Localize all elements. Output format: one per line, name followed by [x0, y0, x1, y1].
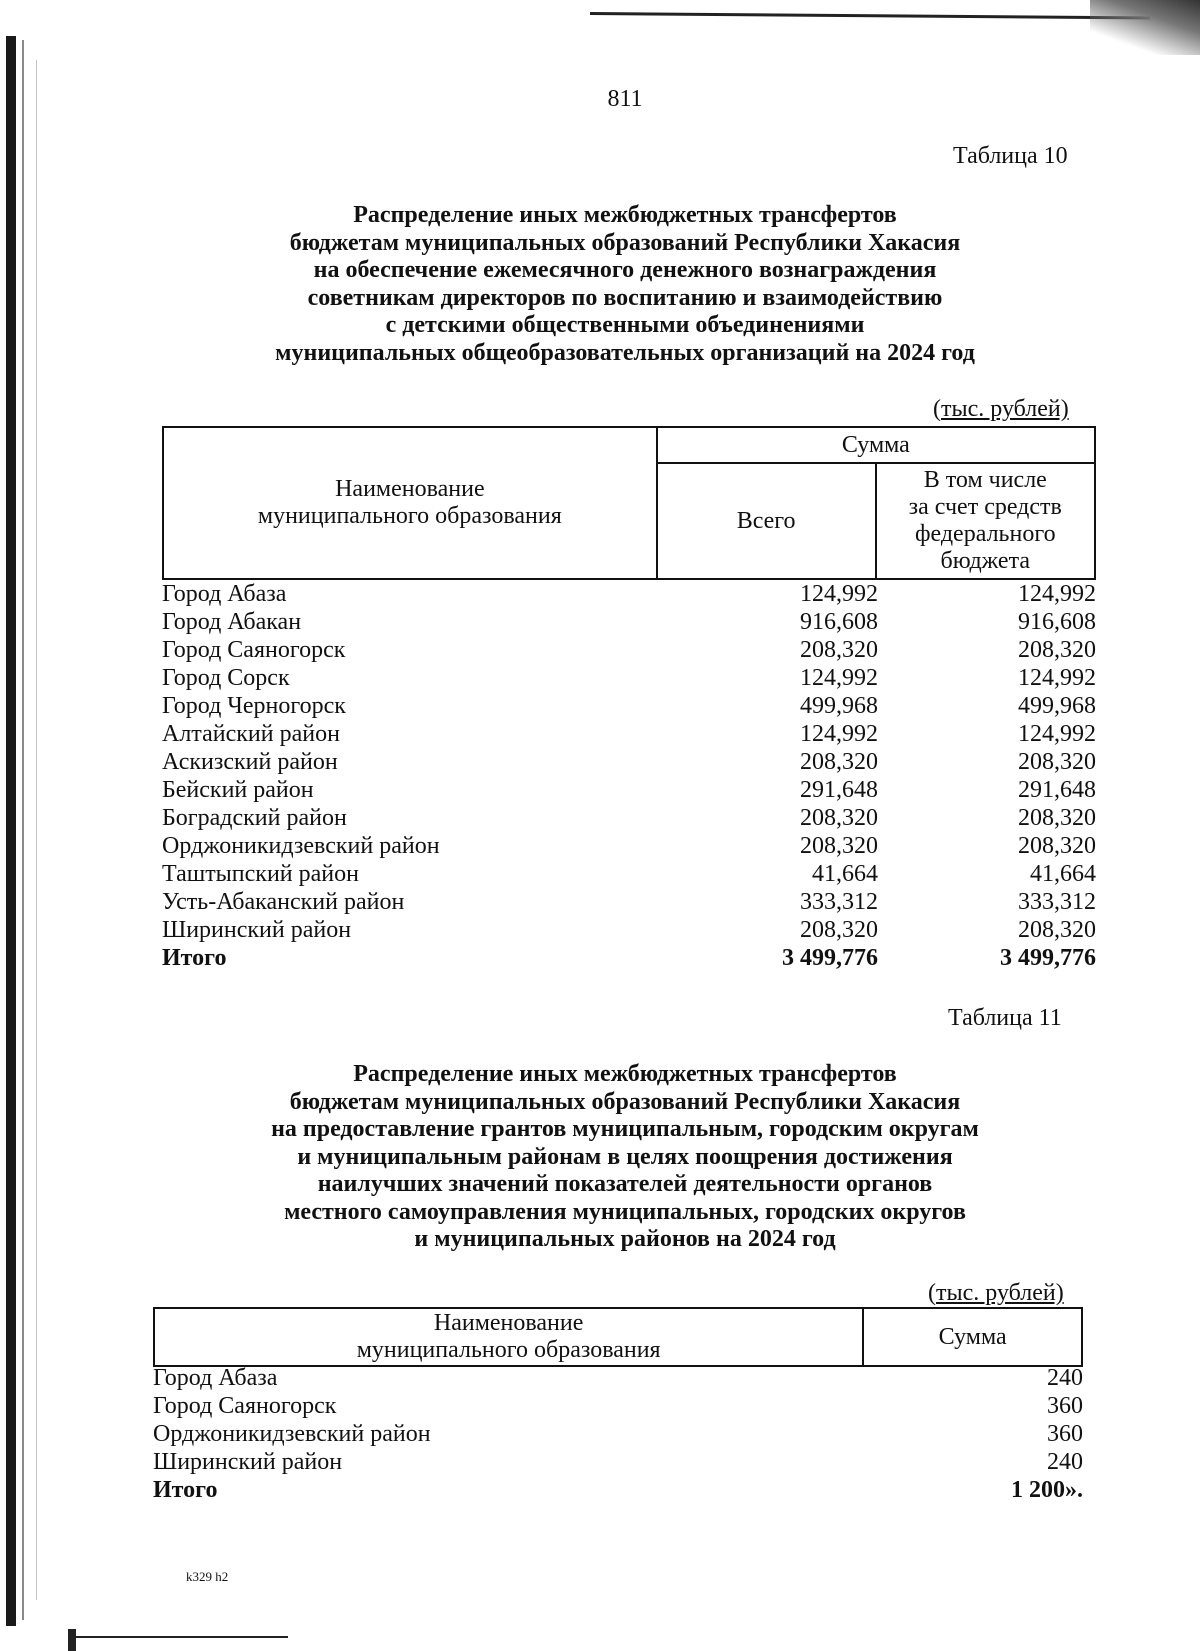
- header-name-line2: муниципального образования: [356, 1337, 661, 1363]
- table-row: [162, 720, 1096, 748]
- scan-edge-left-line: [22, 40, 24, 1620]
- row-federal: 41,664: [1030, 861, 1096, 887]
- table10-title-line: муниципальных общеобразовательных организаций на 2024 год: [275, 339, 975, 366]
- row-federal: 208,320: [1018, 833, 1096, 859]
- row-total: 916,608: [800, 609, 878, 635]
- table-row: [162, 860, 1096, 888]
- row-federal: 916,608: [1018, 609, 1096, 635]
- row-name: Город Абаза: [153, 1365, 278, 1391]
- total-value: 1 200».: [1011, 1477, 1083, 1503]
- row-total: 124,992: [800, 665, 878, 691]
- row-federal: 291,648: [1018, 777, 1096, 803]
- table-row: [162, 804, 1096, 832]
- table11-title: [150, 1061, 1100, 1254]
- table11-header-name: [154, 1308, 863, 1366]
- table11-title-line: и муниципальным районам в целях поощрения достижения: [297, 1143, 953, 1170]
- row-total: 208,320: [800, 749, 878, 775]
- row-federal: 124,992: [1018, 721, 1096, 747]
- row-name: Город Саяногорск: [153, 1393, 337, 1419]
- row-name: Город Абакан: [162, 609, 302, 635]
- header-federal-line: В том числе: [923, 467, 1047, 493]
- row-name: Боградский район: [162, 805, 347, 831]
- row-total: 41,664: [812, 861, 878, 887]
- scan-edge-bottom-mark: [68, 1629, 76, 1651]
- header-federal-line: федерального: [914, 521, 1056, 547]
- header-name-line1: Наименование: [433, 1310, 584, 1336]
- table-row: [153, 1448, 1083, 1476]
- table10-header-federal: [876, 463, 1095, 579]
- row-name: Ширинский район: [153, 1449, 343, 1475]
- scan-edge-bottom: [68, 1636, 288, 1638]
- page-number: 811: [607, 86, 643, 112]
- table11-title-line: бюджетам муниципальных образований Республики Хакасия: [289, 1088, 961, 1115]
- header-federal-line: бюджета: [940, 548, 1031, 574]
- units-open-paren: (: [928, 1280, 936, 1306]
- table11-caption: Таблица 11: [948, 1005, 1062, 1031]
- table10-header-name: [163, 427, 657, 579]
- table-row: [162, 916, 1096, 944]
- units-text: тыс. рублей): [936, 1280, 1064, 1306]
- row-name: Аскизский район: [162, 749, 338, 775]
- total-federal-value: 3 499,776: [1000, 945, 1096, 971]
- table11-body: [153, 1364, 1083, 1504]
- table11-title-line: и муниципальных районов на 2024 год: [414, 1226, 836, 1252]
- header-federal-line: за счет средств: [908, 494, 1062, 520]
- table10-title: [150, 202, 1100, 367]
- table10-title-line: на обеспечение ежемесячного денежного вознаграждения: [313, 257, 937, 283]
- row-name: Орджоникидзевский район: [162, 833, 440, 859]
- units-text: тыс. рублей): [941, 396, 1069, 422]
- total-value: 3 499,776: [782, 945, 878, 971]
- scan-edge-top: [590, 12, 1150, 19]
- table11-header: [153, 1307, 1083, 1367]
- table-row: [162, 888, 1096, 916]
- table-row: [162, 608, 1096, 636]
- table10-caption: Таблица 10: [953, 143, 1068, 169]
- row-total: 208,320: [800, 917, 878, 943]
- table-row: [162, 776, 1096, 804]
- table-row: [162, 580, 1096, 608]
- table-row: [162, 748, 1096, 776]
- total-label: Итого: [162, 945, 227, 971]
- row-federal: 208,320: [1018, 805, 1096, 831]
- row-total: 124,992: [800, 581, 878, 607]
- row-federal: 208,320: [1018, 749, 1096, 775]
- table11-title-line: Распределение иных межбюджетных трансфертов: [353, 1061, 897, 1087]
- scan-edge-left: [6, 36, 16, 1626]
- row-name: Орджоникидзевский район: [153, 1421, 431, 1447]
- table-row: [162, 636, 1096, 664]
- row-name: Бейский район: [162, 777, 314, 803]
- header-name-line1: Наименование: [335, 476, 485, 502]
- table10-header: [162, 426, 1096, 580]
- row-total: 124,992: [800, 721, 878, 747]
- row-sum: 360: [1047, 1393, 1083, 1419]
- row-total: 208,320: [800, 833, 878, 859]
- table10-title-line: Распределение иных межбюджетных трансфертов: [353, 202, 897, 228]
- row-name: Таштыпский район: [162, 861, 359, 887]
- row-total: 333,312: [800, 889, 878, 915]
- scan-edge-left-faint: [36, 60, 37, 1600]
- table10-title-line: советникам директоров по воспитанию и взаимодействию: [307, 284, 943, 311]
- table11-units: [928, 1280, 1064, 1307]
- row-name: Город Черногорск: [162, 693, 346, 719]
- row-name: Город Сорск: [162, 665, 290, 691]
- row-total: 291,648: [800, 777, 878, 803]
- row-federal: 124,992: [1018, 581, 1096, 607]
- row-sum: 360: [1047, 1421, 1083, 1447]
- table-row: [162, 692, 1096, 720]
- total-row: [162, 944, 1096, 972]
- table11-title-line: на предоставление грантов муниципальным, городским округам: [271, 1116, 979, 1142]
- table11-header-sum: Сумма: [863, 1308, 1082, 1366]
- row-federal: 499,968: [1018, 693, 1096, 719]
- table10-header-sum: Сумма: [657, 427, 1095, 463]
- header-name-line2: муниципального образования: [257, 503, 562, 529]
- table11-title-line: местного самоуправления муниципальных, городских округов: [284, 1198, 966, 1225]
- table-row: [153, 1392, 1083, 1420]
- table10-title-line: с детскими общественными объединениями: [385, 312, 865, 338]
- table-row: [162, 664, 1096, 692]
- scan-corner-shadow: [1090, 0, 1200, 55]
- row-total: 208,320: [800, 637, 878, 663]
- row-federal: 124,992: [1018, 665, 1096, 691]
- row-name: Ширинский район: [162, 917, 352, 943]
- row-total: 499,968: [800, 693, 878, 719]
- table10-title-line: бюджетам муниципальных образований Республики Хакасия: [289, 229, 961, 256]
- row-sum: 240: [1047, 1449, 1083, 1475]
- row-name: Алтайский район: [162, 721, 340, 747]
- row-name: Усть-Абаканский район: [162, 889, 405, 915]
- total-label: Итого: [153, 1477, 218, 1503]
- table10-header-total: Всего: [657, 463, 876, 579]
- table-row: [162, 832, 1096, 860]
- table-row: [153, 1420, 1083, 1448]
- table11-title-line: наилучших значений показателей деятельности органов: [317, 1171, 933, 1197]
- footer-code: k329 h2: [186, 1569, 229, 1584]
- row-name: Город Саяногорск: [162, 637, 346, 663]
- table10-units: [933, 396, 1069, 423]
- row-federal: 208,320: [1018, 637, 1096, 663]
- row-name: Город Абаза: [162, 581, 287, 607]
- row-total: 208,320: [800, 805, 878, 831]
- row-sum: 240: [1047, 1365, 1083, 1391]
- row-federal: 208,320: [1018, 917, 1096, 943]
- units-open-paren: (: [933, 396, 941, 422]
- row-federal: 333,312: [1018, 889, 1096, 915]
- table-row: [153, 1364, 1083, 1392]
- table10-body: [162, 580, 1096, 972]
- total-row: [153, 1476, 1083, 1504]
